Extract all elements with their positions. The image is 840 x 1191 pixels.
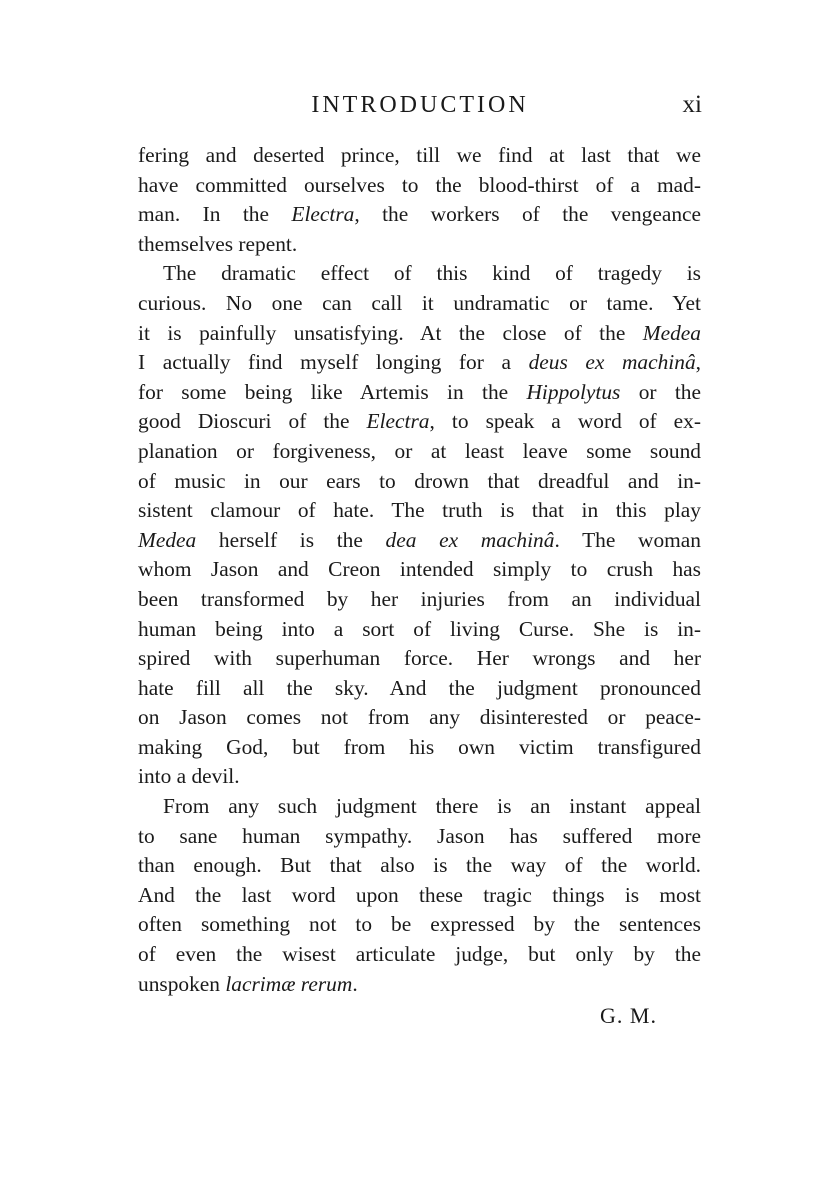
text-line: been transformed by her injuries from an individual bbox=[138, 586, 701, 611]
italic-phrase: Medea bbox=[642, 320, 701, 345]
text-line: have committed ourselves to the blood-thirst of a mad- bbox=[138, 172, 701, 197]
text-line: into a devil. bbox=[138, 764, 240, 789]
text-line: fering and deserted prince, till we find at last that we bbox=[138, 143, 701, 167]
chapter-title: INTRODUCTION bbox=[311, 92, 529, 118]
text-line: to sane human sympathy. Jason has suffered more bbox=[138, 823, 701, 848]
text-line: And the last word upon these tragic things is most bbox=[138, 882, 701, 907]
text-line: for some being like Artemis in the Hippolytus or the bbox=[138, 379, 701, 404]
italic-phrase: Electra bbox=[366, 409, 430, 434]
text-line: of even the wisest articulate judge, but only by the bbox=[138, 942, 701, 967]
text-line: unspoken lacrimæ rerum. bbox=[138, 971, 358, 996]
text-line: spired with superhuman force. Her wrongs and her bbox=[138, 646, 701, 671]
text-line: hate fill all the sky. And the judgment pronounced bbox=[138, 675, 701, 700]
text-line: curious. No one can call it undramatic or tame. Yet bbox=[138, 290, 701, 315]
text-line: man. In the Electra, the workers of the vengeance bbox=[138, 202, 702, 227]
text-line: I actually find myself longing for a deus ex machinâ, bbox=[138, 350, 702, 375]
paragraph bbox=[138, 792, 701, 999]
paragraph bbox=[138, 141, 701, 259]
page-number: xi bbox=[682, 91, 702, 118]
text-line: on Jason comes not from any disinterested or peace- bbox=[138, 705, 701, 730]
italic-phrase: dea ex machinâ bbox=[385, 527, 555, 552]
text-line: good Dioscuri of the Electra, to speak a word of ex- bbox=[138, 409, 701, 434]
italic-phrase: Medea bbox=[138, 527, 197, 552]
text-line: Medea herself is the dea ex machinâ. The woman bbox=[138, 527, 701, 552]
text-line: From any such judgment there is an instant appeal bbox=[163, 794, 701, 819]
text-line: than enough. But that also is the way of the world. bbox=[138, 853, 701, 878]
text-line: whom Jason and Creon intended simply to crush has bbox=[138, 557, 701, 582]
paragraph bbox=[138, 259, 701, 792]
italic-phrase: Hippolytus bbox=[526, 379, 621, 404]
text-line: themselves repent. bbox=[138, 231, 298, 256]
running-head bbox=[138, 90, 702, 124]
text-line: planation or forgiveness, or at least leave some sound bbox=[138, 438, 701, 463]
text-line: of music in our ears to drown that dreadful and in- bbox=[138, 468, 701, 493]
text-line: often something not to be expressed by the sentences bbox=[138, 912, 701, 937]
text-line: sistent clamour of hate. The truth is that in this play bbox=[138, 498, 701, 523]
text-line: making God, but from his own victim transfigured bbox=[138, 734, 701, 759]
text-line: The dramatic effect of this kind of tragedy is bbox=[163, 261, 701, 286]
text-line: human being into a sort of living Curse. She is in- bbox=[138, 616, 701, 641]
signature: G. M. bbox=[600, 1003, 657, 1028]
italic-phrase: deus ex machinâ bbox=[528, 350, 696, 375]
text-line: it is painfully unsatisfying. At the close of the Medea bbox=[138, 320, 701, 345]
italic-phrase: Electra bbox=[291, 202, 355, 227]
body-text bbox=[138, 141, 701, 999]
italic-phrase: lacrimæ rerum bbox=[225, 971, 353, 996]
